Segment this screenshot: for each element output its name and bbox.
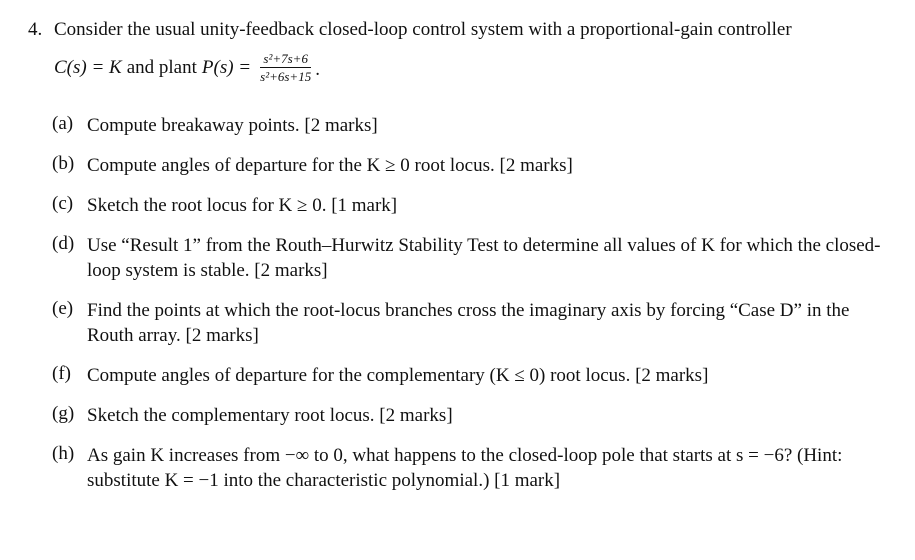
plant-denominator: s²+6s+15 [260, 69, 312, 84]
question-intro: Consider the usual unity-feedback closed-loop control system with a proportional-gain controller [54, 19, 792, 40]
controller-expression: C(s) = K [54, 56, 122, 78]
part-label: (f) [52, 363, 71, 384]
part-label: (b) [52, 153, 75, 174]
part-a [52, 113, 892, 138]
part-label: (d) [52, 233, 75, 254]
part-h [52, 443, 892, 493]
part-text: Compute angles of departure for the K ≥ 0 root locus. [2 marks] [87, 155, 573, 176]
part-label: (a) [52, 113, 74, 134]
part-text: Find the points at which the root-locus branches cross the imaginary axis by forcing “Case D” in the Routh array. [2 marks] [87, 300, 850, 346]
part-text: Sketch the complementary root locus. [2 marks] [87, 405, 453, 426]
part-label: (h) [52, 443, 75, 464]
plant-fraction [257, 52, 314, 83]
part-label: (c) [52, 193, 74, 214]
part-text: Use “Result 1” from the Routh–Hurwitz Stability Test to determine all values of K for which the closed-loop system is stable. [2 marks] [87, 235, 881, 281]
question-intro-formula [54, 52, 320, 83]
part-e [52, 298, 892, 348]
question-number: 4. [28, 19, 43, 40]
part-g [52, 403, 892, 428]
part-label: (e) [52, 298, 74, 319]
part-text: Compute angles of departure for the complementary (K ≤ 0) root locus. [2 marks] [87, 365, 709, 386]
part-d [52, 233, 892, 283]
plant-lhs: P(s) = [201, 56, 252, 78]
part-b [52, 153, 892, 178]
part-text: As gain K increases from −∞ to 0, what happens to the closed-loop pole that starts at s = −6? (Hint: substitute K = −1 into the characteristic polynomial.) [1 mark] [87, 445, 843, 491]
plant-numerator: s²+7s+6 [260, 52, 311, 68]
part-c [52, 193, 892, 218]
and-plant-text: and plant [126, 56, 197, 78]
part-text: Sketch the root locus for K ≥ 0. [1 mark] [87, 195, 398, 216]
part-f [52, 363, 892, 388]
part-text: Compute breakaway points. [2 marks] [87, 115, 378, 136]
part-label: (g) [52, 403, 75, 424]
plant-end-period: . [315, 59, 320, 80]
